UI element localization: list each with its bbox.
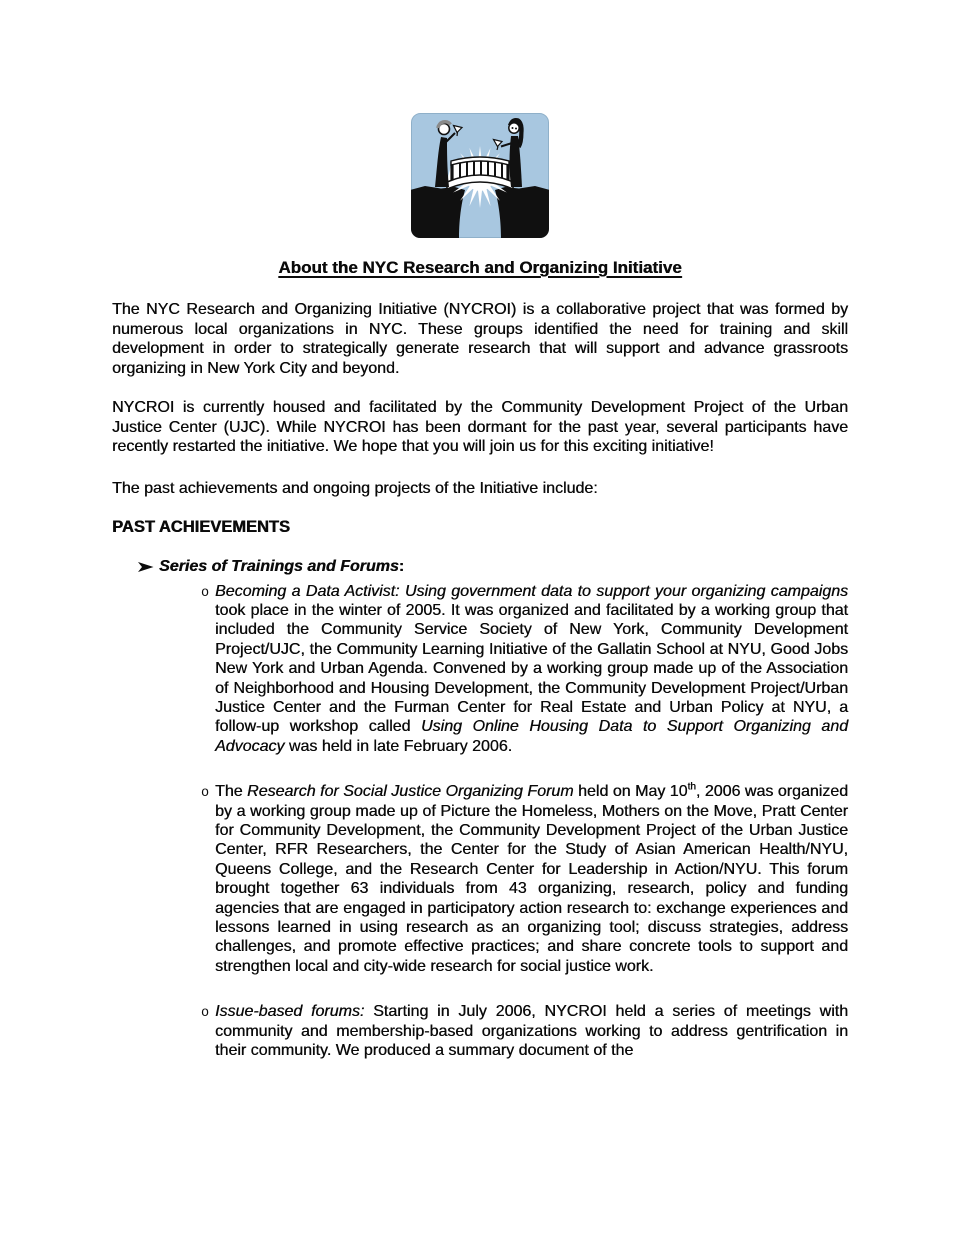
list-item-becoming-data-activist <box>112 582 848 757</box>
intro-paragraph-3: The past achievements and ongoing projects of the Initiative include: <box>112 479 598 497</box>
left-cliff <box>411 186 465 238</box>
circle-bullet-icon: o <box>201 585 210 601</box>
circle-bullet-icon: o <box>201 786 210 802</box>
document-title-text: About the NYC Research and Organizing Initiative <box>278 258 682 277</box>
document-title <box>112 258 848 278</box>
list-item-social-justice-forum <box>112 782 848 976</box>
list-title <box>159 557 404 577</box>
arrowhead-bullet-icon <box>138 557 159 580</box>
bridge-toast-clipart-svg <box>411 113 549 238</box>
intro-paragraph-2: NYCROI is currently housed and facilitated by the Community Development Project of the Urban Justice Center (UJC). While NYCROI has been dormant for the past year, several participants have recently restarted the initiative. We hope that you will join us for this exciting initiative! <box>112 399 848 455</box>
list-item-series-of-trainings <box>112 557 848 580</box>
list-item-text: The Research for Social Justice Organizing Forum held on May 10th, 2006 was organized by a working group made up of Picture the Homeless, Mothers on the Move, Pratt Center for Community Development, the Community Development Project of the Urban Justice Center, RFR Researchers, the Center for the Study of Asian American Health/NYU, Queens College, and the Research Center for Leadership in Action/NYU. This forum brought together 63 individuals from 43 organizing, research, policy and funding agencies that are engaged in participatory action research to: exchange experiences and lessons learned in using research as an organizing tool; discuss strategies, address challenges, and promote effective practices; and share concrete tools to support and strengthen local and city-wide research for social justice work. <box>215 781 849 975</box>
past-achievements-heading: PAST ACHIEVEMENTS <box>112 518 290 536</box>
right-cliff <box>495 186 549 238</box>
intro-paragraph-1: The NYC Research and Organizing Initiative (NYCROI) is a collaborative project that was formed by numerous local organizations in NYC. These groups identified the need for training and skill development in order to strategically generate research that will support and advance grassroots organizing in New York City and beyond. <box>112 301 848 377</box>
list-item-issue-based-forums <box>112 1002 848 1060</box>
list-item-text: Issue-based forums: Starting in July 2006, NYCROI held a series of meetings with community and membership-based organizations working to address gentrification in their community. We produced a summary document of the <box>215 1003 848 1060</box>
circle-bullet-icon: o <box>201 1006 210 1022</box>
bridge-toast-clipart <box>411 113 549 238</box>
list-title-colon: : <box>398 558 405 575</box>
list-item-text: Becoming a Data Activist: Using government data to support your organizing campaigns took place in the winter of 2005. It was organized and facilitated by a working group that included the Community Service Society of New York, Community Development Project/UJC, the Community Learning Initiative of the Gallatin School at NYU, Good Jobs New York and Urban Agenda. Convened by a working group made up of the Association of Neighborhood and Housing Development, the Community Development Project/Urban Justice Center and the Furman Center for Real Estate and Urban Policy at NYU, a follow-up workshop called Using Online Housing Data to Support Organizing and Advocacy was held in late February 2006. <box>215 582 848 755</box>
list-title-text: Series of Trainings and Forums <box>159 558 399 575</box>
